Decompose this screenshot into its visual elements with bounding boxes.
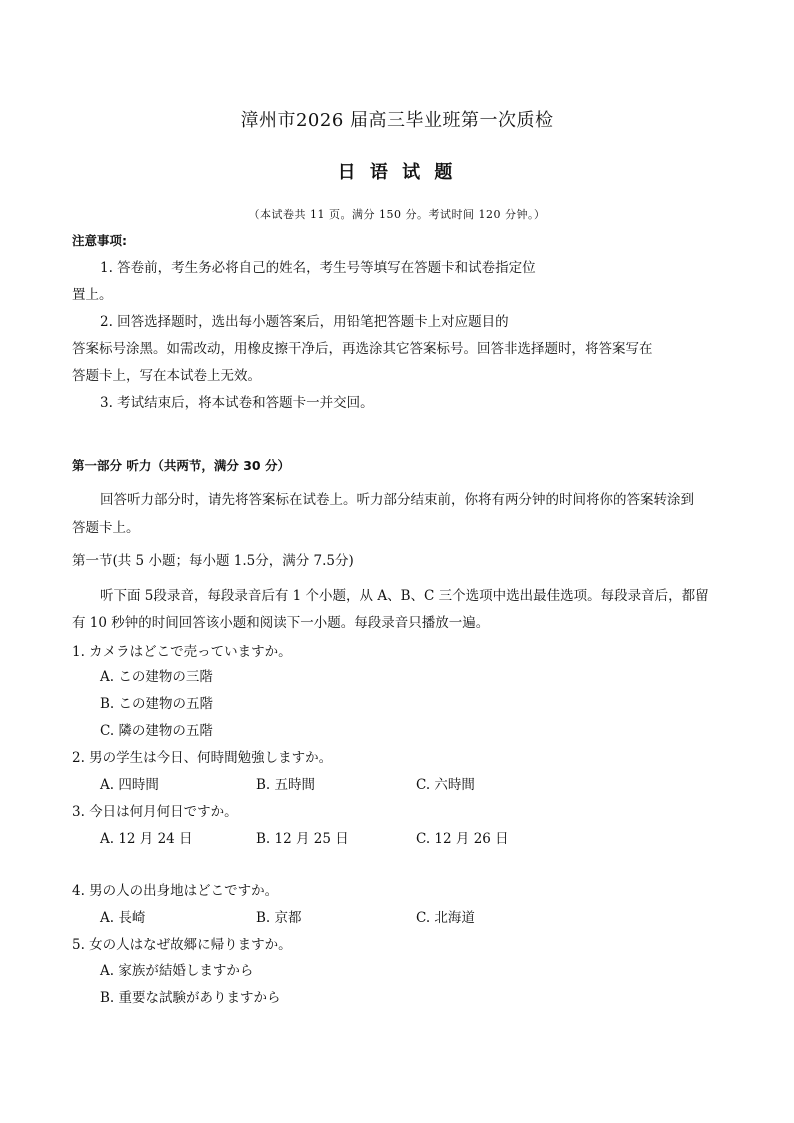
question-4-option-a: A. 長崎 [100,910,146,926]
exam-title: 漳州市2026 届高三毕业班第一次质检 [240,110,554,131]
question-2-stem: 2. 男の学生は今日、何時間勉強しますか。 [72,750,333,766]
section1-instructions-cont: 有 10 秒钟的时间回答该小题和阅读下一小题。每段录音只播放一遍。 [72,615,490,631]
notice-item-2-cont: 答案标号涂黑。如需改动，用橡皮擦干净后，再选涂其它答案标号。回答非选择题时，将答案写在 [72,341,653,357]
question-3-option-a: A. 12 月 24 日 [100,831,193,847]
part1-intro-cont: 答题卡上。 [72,520,140,536]
question-1-option-a: A. この建物の三階 [100,669,213,685]
question-5-option-a: A. 家族が結婚しますから [100,963,254,979]
question-2-option-b: B. 五時間 [256,777,316,793]
question-1-option-b: B. この建物の五階 [100,696,214,712]
question-3-option-c: C. 12 月 26 日 [416,831,509,847]
part1-heading: 第一部分 听力（共两节，满分 30 分） [72,458,290,473]
notice-item-3: 3. 考试结束后，将本试卷和答题卡一并交回。 [100,395,374,411]
question-3-stem: 3. 今日は何月何日ですか。 [72,804,238,820]
question-1-stem: 1. カメラはどこで売っていますか。 [72,644,292,660]
exam-subject: 日 语 试 题 [337,162,457,183]
question-2-option-a: A. 四時間 [100,777,159,793]
question-2-option-c: C. 六時間 [416,777,475,793]
question-4-stem: 4. 男の人の出身地はどこですか。 [72,883,279,899]
notice-item-1: 1. 答卷前，考生务必将自己的姓名，考生号等填写在答题卡和试卷指定位 [100,260,536,276]
notice-item-2-cont2: 答题卡上，写在本试卷上无效。 [72,368,261,384]
question-4-option-b: B. 京都 [256,910,302,926]
question-4-option-c: C. 北海道 [416,910,475,926]
notice-heading: 注意事项: [72,233,127,248]
part1-intro: 回答听力部分时，请先将答案标在试卷上。听力部分结束前，你将有两分钟的时间将你的答案转涂到 [100,492,694,508]
notice-item-1-cont: 置上。 [72,287,113,303]
question-3-option-b: B. 12 月 25 日 [256,831,349,847]
question-1-option-c: C. 隣の建物の五階 [100,723,213,739]
notice-item-2: 2. 回答选择题时，选出每小题答案后，用铅笔把答题卡上对应题目的 [100,314,509,330]
question-5-option-b: B. 重要な試験がありますから [100,990,281,1006]
exam-meta: （本试卷共 11 页。满分 150 分。考试时间 120 分钟。） [248,208,546,221]
section1-instructions: 听下面 5段录音，每段录音后有 1 个小题，从 A、B、C 三个选项中选出最佳选项。每段录音后，都留 [100,588,709,604]
section1-heading: 第一节(共 5 小题；每小题 1.5分，满分 7.5分) [72,553,354,569]
question-5-stem: 5. 女の人はなぜ故郷に帰りますか。 [72,937,292,953]
